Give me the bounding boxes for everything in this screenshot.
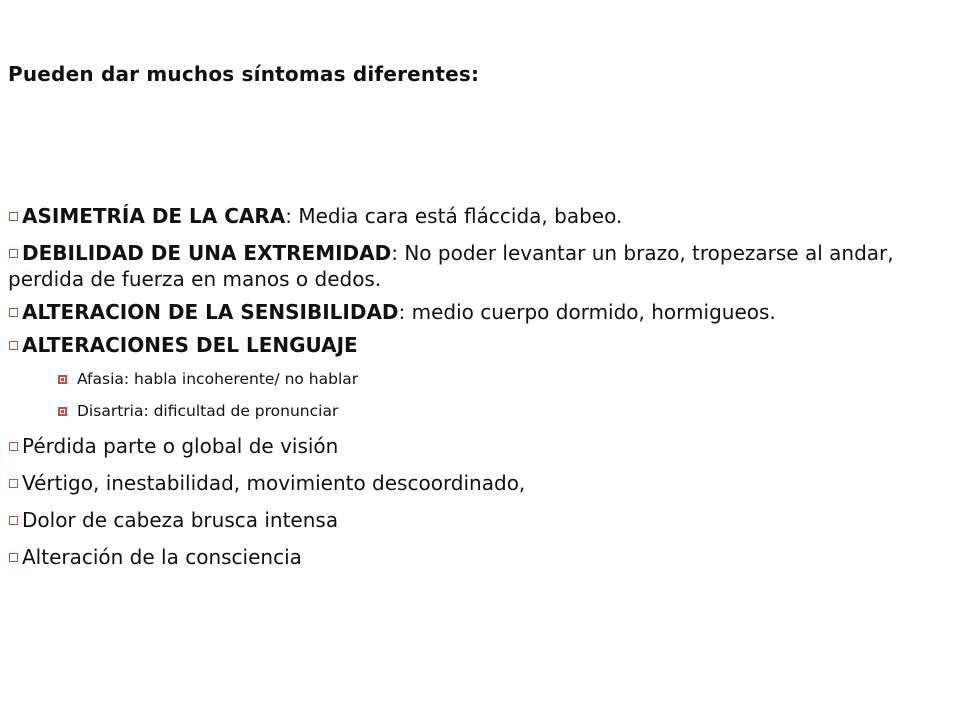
item-text: Vértigo, inestabilidad, movimiento descoordinado,: [22, 471, 526, 495]
square-bullet-icon: [9, 442, 18, 451]
list-item: [8, 433, 948, 459]
symptom-list: [8, 203, 948, 581]
item-text: Pérdida parte o global de visión: [22, 434, 339, 458]
filled-square-bullet-icon: [58, 407, 67, 416]
item-text: Dolor de cabeza brusca intensa: [22, 508, 339, 532]
square-bullet-icon: [9, 516, 18, 525]
filled-square-bullet-icon: [58, 375, 67, 384]
list-item: [8, 332, 948, 358]
slide-title: Pueden dar muchos síntomas diferentes:: [8, 62, 480, 86]
item-heading: ALTERACION DE LA SENSIBILIDAD: [22, 300, 399, 324]
sub-list-item: [58, 401, 948, 421]
square-bullet-icon: [9, 308, 18, 317]
list-item: [8, 507, 948, 533]
sub-list-item: [58, 369, 948, 389]
item-text: : Media cara está fláccida, babeo.: [285, 204, 623, 228]
item-text: Alteración de la consciencia: [22, 545, 302, 569]
list-item: [8, 203, 948, 229]
list-item: [8, 240, 948, 292]
item-heading: ASIMETRÍA DE LA CARA: [22, 204, 286, 228]
item-heading: DEBILIDAD DE UNA EXTREMIDAD: [22, 241, 392, 265]
square-bullet-icon: [9, 212, 18, 221]
square-bullet-icon: [9, 553, 18, 562]
square-bullet-icon: [9, 479, 18, 488]
list-item: [8, 299, 948, 325]
square-bullet-icon: [9, 341, 18, 350]
item-text: : medio cuerpo dormido, hormigueos.: [398, 300, 776, 324]
item-heading: ALTERACIONES DEL LENGUAJE: [22, 333, 358, 357]
list-item: [8, 470, 948, 496]
list-item: [8, 544, 948, 570]
sub-item-text: Afasia: habla incoherente/ no hablar: [77, 370, 359, 388]
square-bullet-icon: [9, 249, 18, 258]
item-text: : No poder levantar un brazo, tropezarse al andar, perdida de fuerza en manos o dedos.: [8, 241, 894, 291]
sub-item-text: Disartria: dificultad de pronunciar: [77, 402, 339, 420]
